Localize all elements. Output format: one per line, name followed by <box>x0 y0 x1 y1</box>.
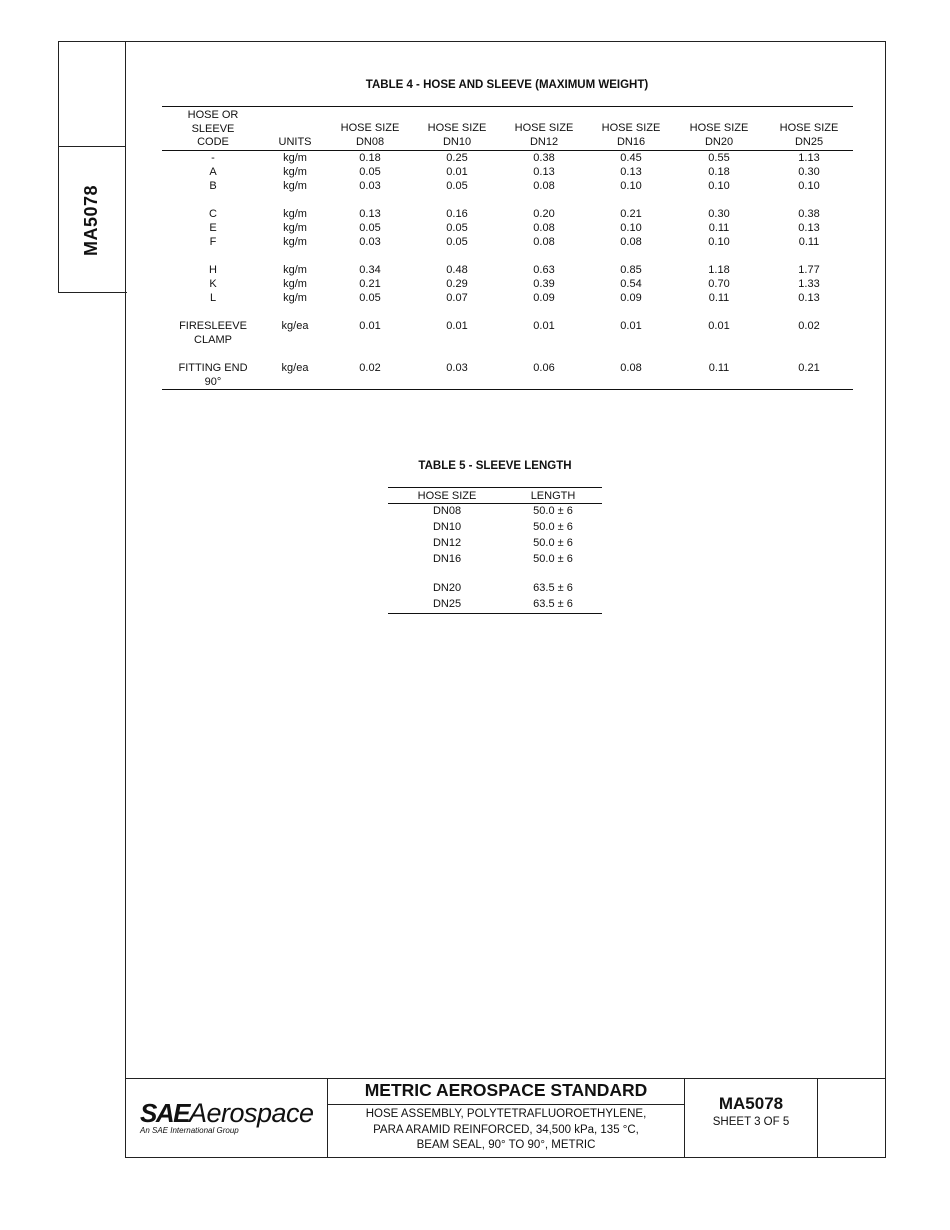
description-line: BEAM SEAL, 90° TO 90°, METRIC <box>416 1139 596 1151</box>
table5-length: 63.5 ± 6 <box>533 598 573 610</box>
table4-cell-value: 0.21 <box>620 208 642 220</box>
table5-hose-size: DN08 <box>432 505 462 517</box>
table5-bottom-rule <box>388 613 602 614</box>
table4-cell-value: 0.30 <box>798 166 820 178</box>
table4-cell-value: 0.25 <box>446 152 468 164</box>
table4-cell-value: 0.09 <box>533 292 555 304</box>
table4-code-line: A <box>209 166 217 178</box>
table5-hose-size: DN12 <box>432 537 462 549</box>
table4-code-line: 90° <box>204 376 222 388</box>
table4-row-units: kg/m <box>283 222 307 234</box>
table4-cell-value: 0.08 <box>533 180 555 192</box>
table4-header-line: DN20 <box>704 135 734 148</box>
table4-cell-value: 0.01 <box>446 320 468 332</box>
table4-code-line: CLAMP <box>194 334 232 346</box>
table4-code-line: E <box>209 222 217 234</box>
table4-cell-value: 0.05 <box>359 292 381 304</box>
table4-row-units: kg/m <box>283 208 307 220</box>
table4-row-code <box>158 179 268 193</box>
description-line: PARA ARAMID REINFORCED, 34,500 kPa, 135 °C, <box>373 1123 639 1136</box>
table4-row-units: kg/m <box>283 152 307 164</box>
standard-title: METRIC AEROSPACE STANDARD <box>364 1080 648 1100</box>
table4-cell-value: 0.20 <box>533 208 555 220</box>
table4-row-code <box>158 207 268 221</box>
table4-cell-value: 0.05 <box>446 222 468 234</box>
table4-cell-value: 0.30 <box>708 208 730 220</box>
title-block-divider <box>817 1078 818 1158</box>
table5-title: TABLE 5 - SLEEVE LENGTH <box>418 460 572 472</box>
table4-header-line: DN10 <box>442 135 472 148</box>
logo-sae-mark: SAE <box>140 1098 189 1128</box>
sheet-number: SHEET 3 OF 5 <box>712 1116 790 1128</box>
table5-header: LENGTH <box>530 490 576 502</box>
table5-top-rule <box>388 487 602 488</box>
table5-length: 63.5 ± 6 <box>533 582 573 594</box>
table4-cell-value: 0.05 <box>446 236 468 248</box>
table4-header-line: HOSE OR <box>187 109 239 121</box>
table4-cell-value: 0.05 <box>359 222 381 234</box>
table5-hose-size: DN20 <box>432 582 462 594</box>
table4-cell-value: 1.18 <box>708 264 730 276</box>
description-line: HOSE ASSEMBLY, POLYTETRAFLUOROETHYLENE, <box>365 1108 647 1120</box>
table4-cell-value: 0.05 <box>359 166 381 178</box>
table4-cell-value: 0.13 <box>798 292 820 304</box>
table4-cell-value: 0.02 <box>798 320 820 332</box>
table4-cell-value: 0.10 <box>620 180 642 192</box>
table4-cell-value: 0.02 <box>359 362 381 374</box>
table4-code-line: C <box>209 208 217 220</box>
table4-header-size <box>414 122 500 149</box>
side-document-number-text: MA5078 <box>81 184 102 256</box>
table4-row-units: kg/m <box>283 264 307 276</box>
document-description <box>328 1107 684 1154</box>
table4-cell-value: 0.01 <box>359 320 381 332</box>
table4-cell-value: 0.18 <box>359 152 381 164</box>
table4-header-line: HOSE SIZE <box>689 122 749 134</box>
table4-code-line: FIRESLEEVE <box>179 320 247 332</box>
table4-header-line: HOSE SIZE <box>427 122 487 134</box>
table5-length: 50.0 ± 6 <box>533 521 573 533</box>
table4-title: TABLE 4 - HOSE AND SLEEVE (MAXIMUM WEIGHT) <box>365 79 649 91</box>
table4-row-code <box>158 263 268 277</box>
table4-cell-value: 0.05 <box>446 180 468 192</box>
table4-row-code <box>158 277 268 291</box>
table4-header-code <box>163 109 263 150</box>
table5-header: HOSE SIZE <box>417 490 477 502</box>
table4-cell-value: 0.08 <box>620 362 642 374</box>
table4-code-line: H <box>209 264 217 276</box>
table4-code-line: F <box>209 236 217 248</box>
table4-cell-value: 0.39 <box>533 278 555 290</box>
table4-row-code <box>158 151 268 165</box>
table4-header-line: HOSE SIZE <box>601 122 661 134</box>
table4-header-line: DN25 <box>794 135 824 148</box>
table4-cell-value: 0.07 <box>446 292 468 304</box>
table4-header-size <box>588 122 674 149</box>
table4-row-code <box>158 165 268 179</box>
table4-cell-value: 0.16 <box>446 208 468 220</box>
table4-cell-value: 0.11 <box>708 292 730 304</box>
table4-row-units: kg/m <box>283 278 307 290</box>
table4-cell-value: 0.55 <box>708 152 730 164</box>
table4-cell-value: 0.11 <box>708 362 730 374</box>
table4-cell-value: 0.29 <box>446 278 468 290</box>
table4-row-units: kg/ea <box>281 320 309 332</box>
table4-cell-value: 0.10 <box>708 180 730 192</box>
table4-header-line: SLEEVE <box>191 122 235 135</box>
table4-header-line: HOSE SIZE <box>514 122 574 134</box>
table4-row-code <box>158 221 268 235</box>
table4-cell-value: 0.38 <box>533 152 555 164</box>
table4-cell-value: 0.13 <box>620 166 642 178</box>
table4-header-line: HOSE SIZE <box>340 122 400 134</box>
table5-hose-size: DN16 <box>432 553 462 565</box>
title-block-subdivider <box>327 1104 684 1105</box>
table4-cell-value: 0.38 <box>798 208 820 220</box>
table4-code-line: L <box>209 292 217 304</box>
table4-code-line: FITTING END <box>178 362 248 374</box>
side-box-divider <box>58 146 126 147</box>
table4-cell-value: 0.70 <box>708 278 730 290</box>
table4-cell-value: 0.03 <box>359 180 381 192</box>
table4-row-code <box>158 235 268 249</box>
document-number: MA5078 <box>718 1094 784 1113</box>
table4-cell-value: 0.13 <box>533 166 555 178</box>
table4-cell-value: 0.06 <box>533 362 555 374</box>
table4-cell-value: 0.18 <box>708 166 730 178</box>
table4-cell-value: 0.11 <box>708 222 730 234</box>
table4-row-code <box>158 361 268 389</box>
table4-cell-value: 0.48 <box>446 264 468 276</box>
table5-length: 50.0 ± 6 <box>533 505 573 517</box>
table4-header-line: DN12 <box>529 135 559 148</box>
table4-header-line: HOSE SIZE <box>779 122 839 134</box>
table4-cell-value: 0.03 <box>359 236 381 248</box>
table4-cell-value: 1.77 <box>798 264 820 276</box>
table4-row-units: kg/m <box>283 166 307 178</box>
table5-hose-size: DN10 <box>432 521 462 533</box>
table4-top-rule <box>162 106 853 107</box>
title-block-top-rule <box>125 1078 886 1079</box>
table4-cell-value: 0.10 <box>798 180 820 192</box>
table5-hose-size: DN25 <box>432 598 462 610</box>
table4-header-line: CODE <box>197 136 229 148</box>
table4-cell-value: 0.01 <box>620 320 642 332</box>
table4-row-units: kg/m <box>283 292 307 304</box>
table4-header-line: DN08 <box>355 135 385 148</box>
table4-row-units: kg/m <box>283 236 307 248</box>
table5-length: 50.0 ± 6 <box>533 553 573 565</box>
table4-code-line: B <box>209 180 217 192</box>
sae-aerospace-logo <box>140 1098 325 1142</box>
table4-cell-value: 0.08 <box>533 222 555 234</box>
table4-row-units: kg/ea <box>281 362 309 374</box>
table4-cell-value: 0.01 <box>533 320 555 332</box>
table4-cell-value: 0.54 <box>620 278 642 290</box>
logo-aerospace-word: Aerospace <box>188 1098 314 1128</box>
table4-row-code <box>158 291 268 305</box>
table4-cell-value: 0.21 <box>798 362 820 374</box>
table4-header-size <box>327 122 413 149</box>
table4-cell-value: 0.13 <box>359 208 381 220</box>
side-document-number <box>60 180 124 260</box>
table4-cell-value: 0.21 <box>359 278 381 290</box>
table4-row-code <box>158 319 268 347</box>
table4-cell-value: 0.01 <box>446 166 468 178</box>
table4-cell-value: 0.03 <box>446 362 468 374</box>
table4-header-line: DN16 <box>616 135 646 148</box>
table4-cell-value: 0.11 <box>798 236 820 248</box>
table4-header-units: UNITS <box>278 136 312 148</box>
table4-header-size <box>766 122 852 149</box>
table4-cell-value: 0.10 <box>620 222 642 234</box>
table4-code-line: K <box>209 278 217 290</box>
table4-bottom-rule <box>162 389 853 390</box>
table5-length: 50.0 ± 6 <box>533 537 573 549</box>
logo-subtitle: An SAE International Group <box>140 1126 239 1135</box>
table4-cell-value: 0.10 <box>708 236 730 248</box>
table4-cell-value: 0.09 <box>620 292 642 304</box>
table4-cell-value: 0.13 <box>798 222 820 234</box>
table4-cell-value: 0.45 <box>620 152 642 164</box>
table4-cell-value: 0.85 <box>620 264 642 276</box>
table4-cell-value: 0.08 <box>620 236 642 248</box>
table4-cell-value: 0.63 <box>533 264 555 276</box>
table4-code-line: - <box>211 152 215 164</box>
table4-cell-value: 0.08 <box>533 236 555 248</box>
table4-row-units: kg/m <box>283 180 307 192</box>
table4-header-size <box>676 122 762 149</box>
table4-cell-value: 0.34 <box>359 264 381 276</box>
table4-header-size <box>501 122 587 149</box>
table4-cell-value: 1.13 <box>798 152 820 164</box>
table4-cell-value: 1.33 <box>798 278 820 290</box>
table4-cell-value: 0.01 <box>708 320 730 332</box>
